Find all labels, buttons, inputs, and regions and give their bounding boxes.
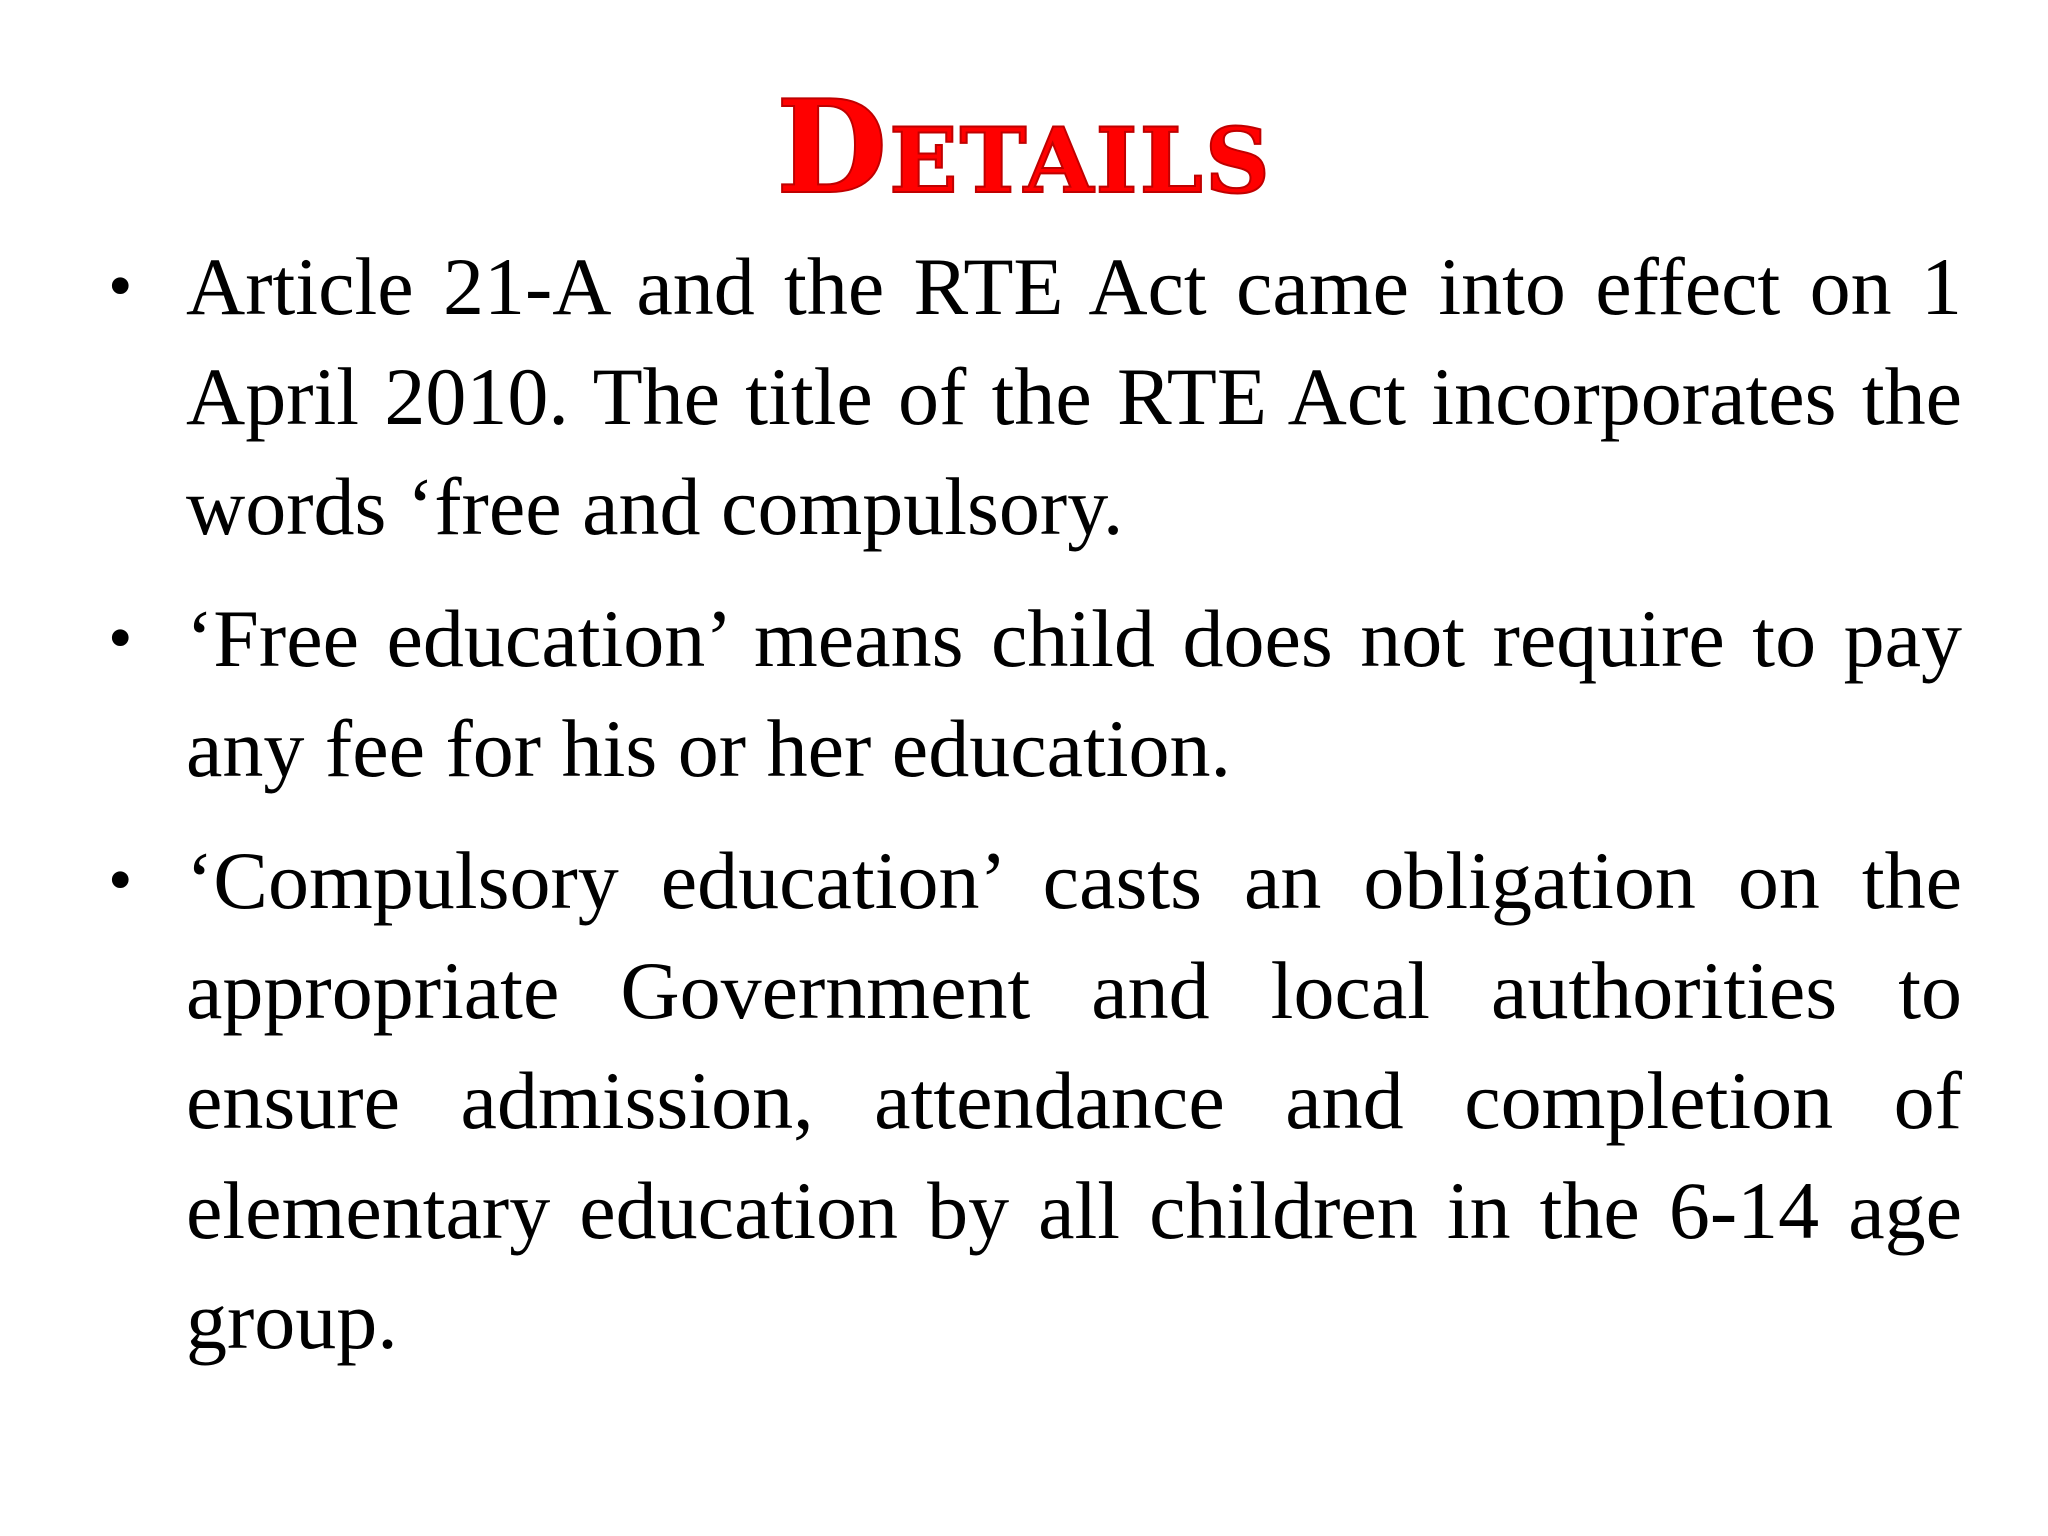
bullet-icon: • (108, 842, 133, 919)
bullet-text: ‘Compulsory education’ casts an obligation on the appropriate Government and local authorities to ensure admission, attendance and completion of elementary education by all children in the 6-14 age group. (186, 835, 1962, 1366)
bullet-item-1 (100, 232, 1962, 562)
bullet-text: ‘Free education’ means child does not require to pay any fee for his or her education. (186, 593, 1962, 794)
bullet-list (100, 232, 1962, 1398)
bullet-item-2 (100, 584, 1962, 804)
bullet-icon: • (108, 600, 133, 677)
bullet-item-3 (100, 826, 1962, 1376)
bullet-icon: • (108, 248, 133, 325)
slide-title: Details (776, 73, 1272, 223)
bullet-text: Article 21-A and the RTE Act came into effect on 1 April 2010. The title of the RTE Act incorporates the words ‘free and compulsory. (186, 241, 1962, 552)
